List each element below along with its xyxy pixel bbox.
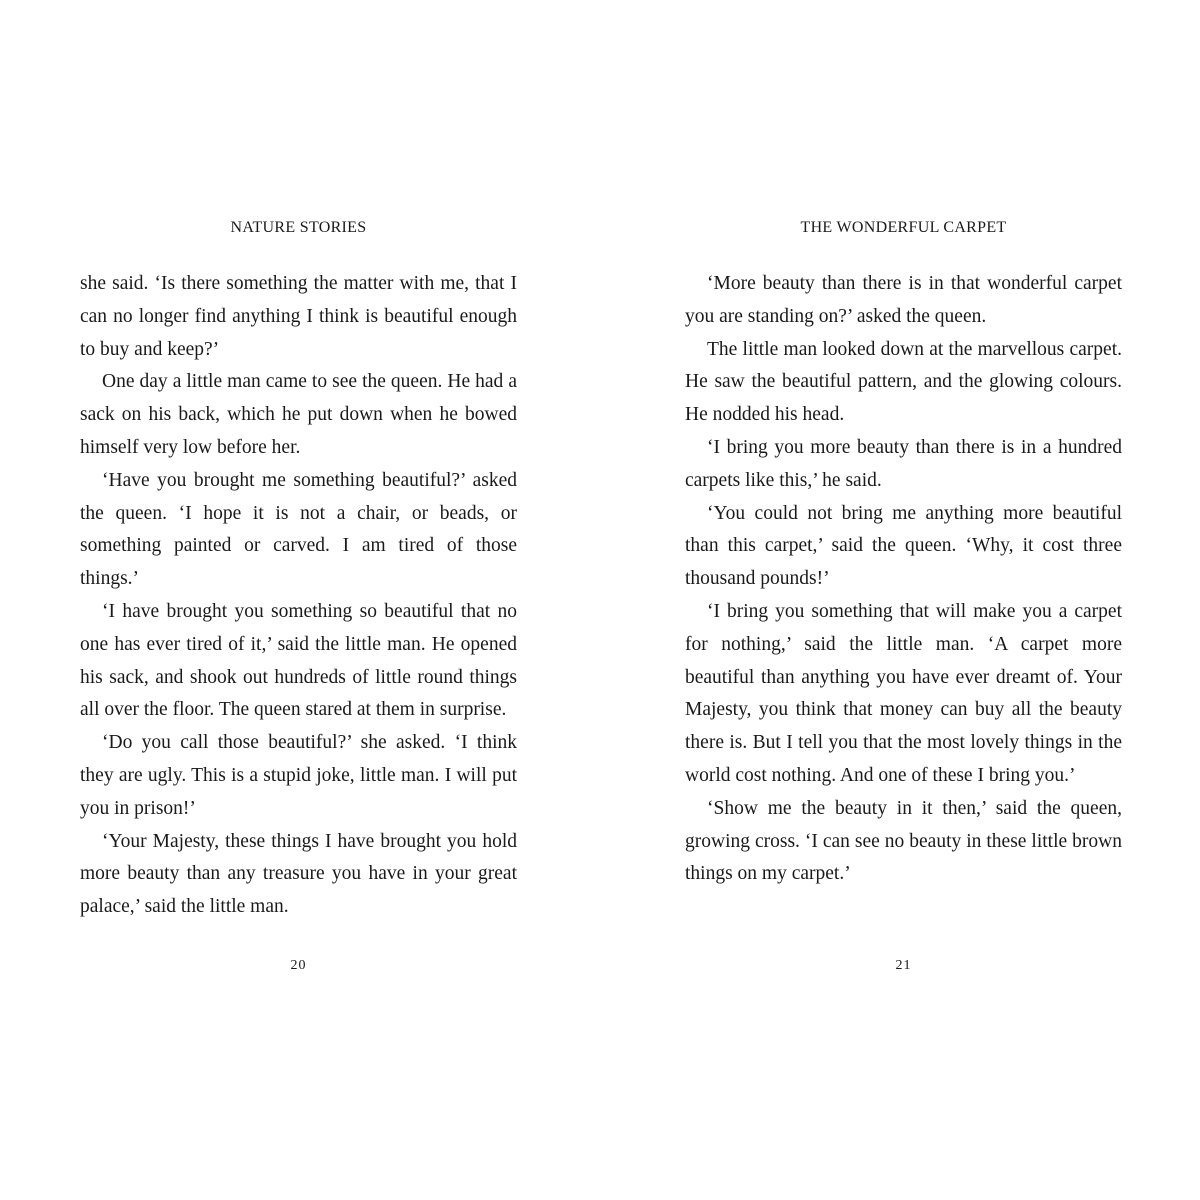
- paragraph: The little man looked down at the marvellous carpet. He saw the beautiful pattern, and the glowing colours. He nodded his head.: [685, 338, 1122, 426]
- paragraph: ‘Show me the beauty in it then,’ said the queen, growing cross. ‘I can see no beauty in these little brown things on my carpet.’: [685, 797, 1122, 885]
- page-number: 20: [290, 958, 307, 973]
- paragraph: ‘I bring you something that will make you a carpet for nothing,’ said the little man. ‘A carpet more beautiful than anything you have ever dreamt of. Your Majesty, you think that money can buy all the beauty there is. But I tell you that the most lovely things in the world cost nothing. And one of these I bring you.’: [685, 600, 1122, 786]
- running-head: NATURE STORIES: [230, 219, 367, 236]
- paragraph: ‘I bring you more beauty than there is in a hundred carpets like this,’ he said.: [685, 436, 1122, 491]
- page-body: [80, 268, 517, 924]
- paragraph: ‘I have brought you something so beautiful that no one has ever tired of it,’ said the little man. He opened his sack, and shook out hundreds of little round things all over the floor. The queen stared at them in surprise.: [80, 600, 517, 721]
- paragraph: ‘Your Majesty, these things I have brought you hold more beauty than any treasure you have in your great palace,’ said the little man.: [80, 830, 517, 918]
- paragraph: One day a little man came to see the queen. He had a sack on his back, which he put down when he bowed himself very low before her.: [80, 371, 517, 458]
- right-page: [685, 0, 1122, 1200]
- page-body: [685, 268, 1122, 891]
- paragraph: ‘Have you brought me something beautiful?’ asked the queen. ‘I hope it is not a chair, or beads, or something painted or carved. I am tired of those things.’: [80, 469, 517, 590]
- page-number: 21: [895, 958, 912, 973]
- paragraph: ‘You could not bring me anything more beautiful than this carpet,’ said the queen. ‘Why, it cost three thousand pounds!’: [685, 502, 1122, 590]
- running-head: THE WONDERFUL CARPET: [800, 219, 1007, 236]
- left-page: [80, 0, 517, 1200]
- paragraph: ‘Do you call those beautiful?’ she asked. ‘I think they are ugly. This is a stupid joke, little man. I will put you in prison!’: [80, 732, 517, 819]
- paragraph: she said. ‘Is there something the matter with me, that I can no longer find anything I think is beautiful enough to buy and keep?’: [80, 273, 517, 360]
- paragraph: ‘More beauty than there is in that wonderful carpet you are standing on?’ asked the queen.: [685, 273, 1122, 327]
